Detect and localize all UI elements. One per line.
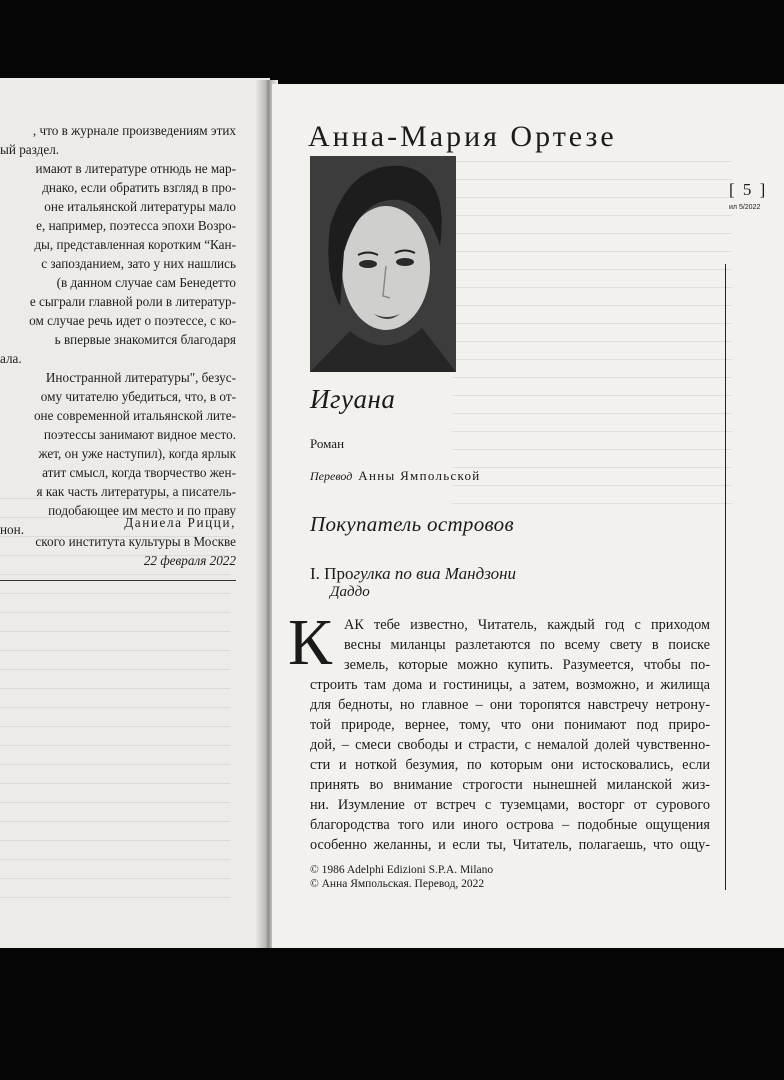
left-text-line: е, например, поэтесса эпохи Возро- [36,218,236,233]
chapter-title-start: I. Про [310,564,354,583]
body-text-line: ни. Изумление от встреч с туземцами, восторг от сурового [310,797,710,813]
body-text-line: строить там дома и гостиницы, а затем, возможно, и жилища [310,677,710,693]
body-text-line: той природе, вернее, тому, что они понимают под приро- [310,717,710,733]
left-text-line: ь впервые знакомится благодаря [54,332,236,347]
left-text-line: я как часть литературы, а писатель- [36,484,236,499]
left-text-line: подобающее им место и по праву [48,503,236,518]
chapter-title-end: гулка по виа Мандзони [353,564,517,583]
bleed-through-text [452,144,732,504]
left-text-line: днако, если обратить взгляд в про- [42,180,236,195]
section-title: Покупатель островов [310,512,514,536]
left-text-line: с запозданием, зато у них нашлись [41,256,236,271]
signature-role: ского института культуры в Москве [35,534,236,549]
left-page [0,78,270,948]
genre-label: Роман [310,436,345,451]
left-text-line: (в данном случае сам Бенедетто [56,275,236,290]
left-text-line: Иностранной литературы", безус- [45,370,236,385]
left-text-line: поэтессы занимают видное место. [43,427,236,442]
body-text-line: дой, – смеси свободы и страсти, с немалой долей чувственно- [310,737,710,753]
body-text-line: благородства того или иного острова – подобные ощущения [310,817,710,833]
left-text-line: оне современной итальянской лите- [33,408,236,423]
translator-credit [310,468,481,484]
left-text-line: имают в литературе отнюдь не мар- [35,161,236,176]
body-text-line: особенно желанны, и если ты, Читатель, полагаешь, что ощу- [310,837,710,853]
left-text-line: ала. [0,351,22,366]
right-page [272,84,784,948]
divider [0,580,236,581]
author-name: Анна-Мария Ортезе [308,120,617,153]
margin-rule [725,264,726,890]
body-text-line: весны миланцы разлетаются по всему свету в поиске [344,637,710,653]
body-text-line: принять во внимание строгости нынешней миланской жиз- [310,777,710,793]
left-text-line: оне итальянской литературы мало [44,199,236,214]
drop-cap: К [288,606,333,679]
copyright-line: © 1986 Adelphi Edizioni S.P.A. Milano [310,864,494,876]
signature-name: Даниела Рицци, [124,515,236,530]
translator-label: Перевод [310,469,353,483]
issue-label: ил 5/2022 [729,204,761,211]
left-text-line: ый раздел. [0,142,60,157]
left-text-line: е сыграли главной роли в литератур- [29,294,236,309]
body-text-line: для бедноты, но главное – они торопятся навстречу нетрону- [310,697,710,713]
body-text-line: сти и ноткой безумия, по которым они истосковались, если [310,757,710,773]
left-text-line: ды, представленная коротким “Кан- [34,237,236,252]
signature-date: 22 февраля 2022 [143,553,236,568]
work-title: Игуана [310,384,396,414]
copyright-line: © Анна Ямпольская. Перевод, 2022 [310,878,485,890]
left-text-line: ом случае речь идет о поэтессе, с ко- [29,313,236,328]
left-text-line: , что в журнале произведениям этих [32,123,236,138]
left-text-line: нон. [0,522,25,537]
body-text-line: АК тебе известно, Читатель, каждый год с приходом [344,617,710,633]
author-portrait [310,156,456,372]
body-text-line: земель, которые можно купить. Разумеется, чтобы по- [344,657,710,673]
translator-name: Анны Ямпольской [358,468,481,483]
chapter-title [310,564,516,584]
left-text-line: ому читателю убедиться, что, в от- [40,389,236,404]
chapter-subtitle: Даддо [330,584,370,600]
left-text-line: атит смысл, когда творчество жен- [42,465,236,480]
left-text-line: жет, он уже наступил), когда ярлык [38,446,236,461]
page-number: [ 5 ] [729,180,768,199]
